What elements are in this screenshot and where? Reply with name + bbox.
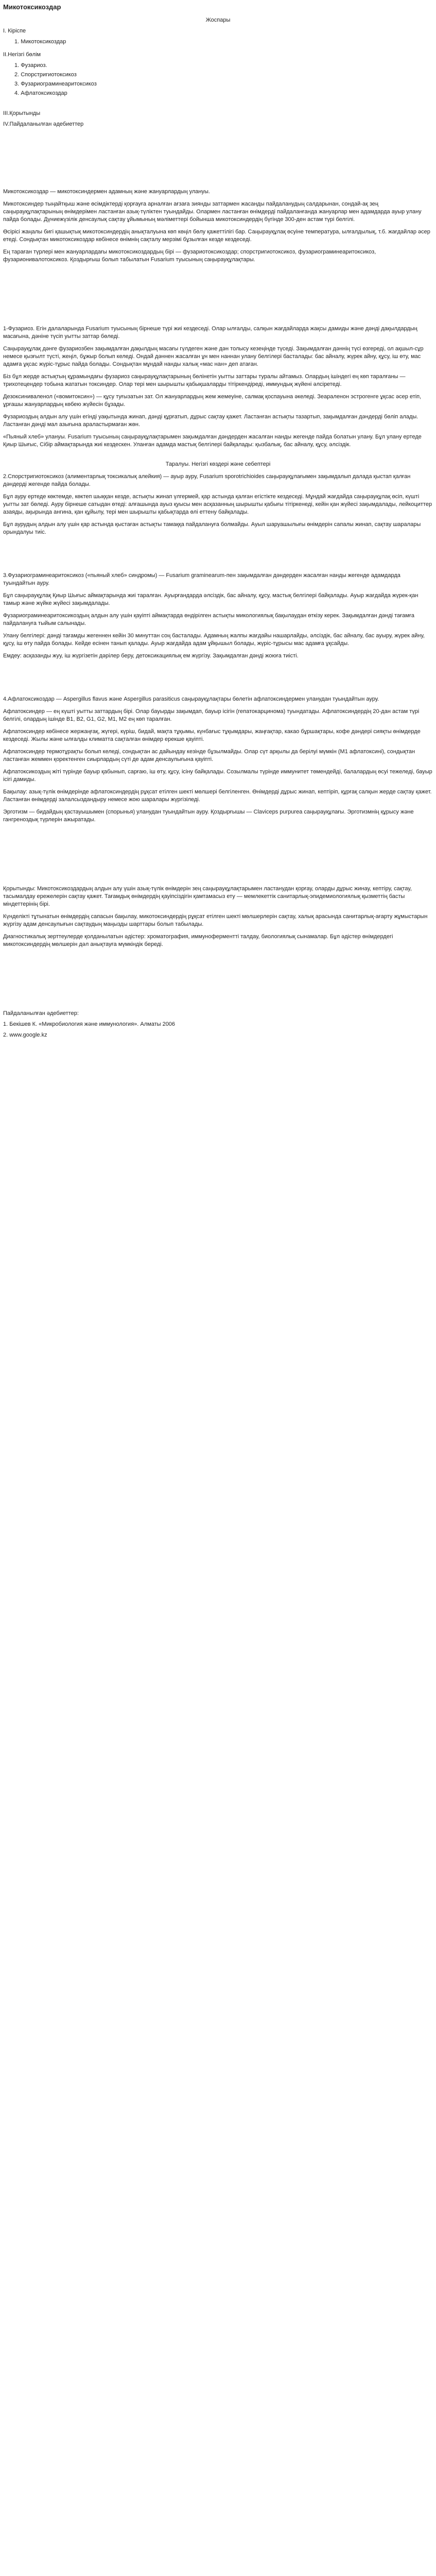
section-paragraph: 2.Спорстригиотоксикоз (алиментарлық токсикалық алейкия) — ауыр ауру, Fusarium sporotrichioides саңырауқұлағымен зақымдалып далада қыстап қалған дәндерді жегенде пайда болады. (3, 473, 411, 487)
toc-heading: Жоспары (205, 17, 231, 23)
conclusion-section (3, 885, 433, 948)
section-3 (3, 572, 433, 660)
section-heading: Таралуы. Негізгі көздері және себептері (165, 461, 271, 467)
references-section (3, 1010, 433, 1039)
reference-item: 2. www.google.kz (3, 1032, 47, 1038)
section-4 (3, 696, 433, 824)
body-paragraph: Саңырауқұлақ дәнге фузариозбен зақымдалған дақылдың масағы гүлдеген және дән толысу кезеңінде түседі. Зақымдалған дәннің түсі өзгереді, ол ақшыл-сұр немесе қызғылт түсті, жеңіл, бұжыр болып келеді. Ондай дәннен жасалған ұн мен наннан улану белгілері басталады: бас айналу, жүрек айну, құсу, іш өту, мас адамға ұқсас жүріс-тұрыс пайда болады. Сондықтан мұндай нанды халық «мас нан» деп атаған. (3, 346, 424, 367)
toc-main: II.Негізгі бөлім (3, 52, 41, 58)
section-paragraph: Фузариограминеаритоксикоздың алдын алу үшін қауіпті аймақтарда өндірілген астықты микологиялық бақылаудан өткізу керек. Зақымдалған дәнді тағамға пайдалануға тыйым салынады. (3, 613, 414, 626)
intro-section (3, 188, 433, 264)
toc-references: IV.Пайдаланылған әдебиеттер (3, 121, 84, 127)
section-2 (3, 461, 433, 536)
toc-main-item: 4. Афлатоксикоздар (14, 90, 67, 96)
conclusion-paragraph: Күнделікті тұтынатын өнімдердің сапасын бақылау, микотоксиндердің рұқсат етілген шекті мөлшерлерін сақтау, халық арасында санитарлық-ағарту жұмыстарын жүргізу адам денсаулығын сақтаудың маңызды шарттары болып табылады. (3, 913, 428, 927)
section-paragraph: Афлатоксиндер — ең күшті уытты заттардың бірі. Олар бауырды зақымдап, бауыр ісігін (гепатокарцинома) туындатады. Афлатоксиндердің 20-дан астам түрі белгілі, олардың ішінде B1, B2, G1, G2, M1, M2 ең көп таралған. (3, 708, 420, 722)
section-paragraph: Бақылау: азық-түлік өнімдерінде афлатоксиндердің рұқсат етілген шекті мөлшері белгіленген. Өнімдерді дұрыс жинап, кептіріп, құрғақ салқын жерде сақтау қажет. Ластанған өнімдерді залалсыздандыру немесе жою шаралары жүргізіледі. (3, 789, 432, 803)
toc-main-item: 2. Спорстригиотоксикоз (14, 72, 77, 78)
intro-paragraph: Өсірісі жаңалы бигі қашықтық микотоксиндердің анықталуына көп көңіл бөлу қажеттілігі бар. Саңырауқұлақ өсуіне температура, ылғалдылық, т.б. жағдайлар әсер етеді. Сондықтан микотоксикоздар көбінесе өнімнің сақталу мерзімі бұзылған кезде кездеседі. (3, 229, 430, 243)
intro-paragraph: Микотоксикоздар — микотоксиндермен адамның және жануарлардың улануы. (3, 189, 210, 195)
section-paragraph: Афлатоксиндер термотұрақты болып келеді, сондықтан ас дайындау кезінде бұзылмайды. Олар сүт арқылы да берілуі мүмкін (M1 афлатоксині), сондықтан ластанған жеммен қоректенген сиырлардың сүті де адам денсаулығына қауіпті. (3, 749, 415, 762)
section-paragraph: Улану белгілері: дәнді тағамды жегеннен кейін 30 минуттан соң басталады. Адамның жалпы жағдайы нашарлайды, әлсіздік, бас айналу, бас ауыру, жүрек айну, құсу, іш өту пайда болады. Кейде есінен танып қалады. Ауыр жағдайда адам ұйқышыл болады, жүріс-тұрысы мас адамға ұқсайды. (3, 633, 425, 647)
references-heading: Пайдаланылған әдебиеттер: (3, 1010, 79, 1016)
body-paragraph: Дезоксиниваленол («вомитоксин») — құсу туғызатын зат. Ол жануарлардың жем жемеуіне, салмақ қоспауына әкеледі. Зеараленон эстрогенге ұқсас әсер етіп, ұрғашы жануарлардың көбею жүйесін бұзады. (3, 394, 422, 408)
document-title: Микотоксикоздар (3, 3, 61, 11)
section-paragraph: Бұл саңырауқұлақ Қиыр Шығыс аймақтарында жиі таралған. Ауырғандарда әлсіздік, бас айналу, құсу, мастық белгілері байқалады. Ауыр жағдайда жүрек-қан тамыр және жүйке жүйесі зақымдалады. (3, 592, 418, 606)
toc-intro: I. Кіріспе (3, 28, 26, 34)
toc-intro-list (14, 38, 433, 46)
body-section (3, 325, 433, 449)
section-paragraph: Бұл аурудың алдын алу үшін қар астында қыстаған астықты тамаққа пайдалануға болмайды. Ауыл шаруашылығы өнімдерін сапалы жинап, сақтау шаралары орындалуы тиіс. (3, 521, 421, 535)
body-paragraph: 1-Фузариоз. Егін далаларында Fusarium туысының бірнеше түрі жиі кездеседі. Олар ылғалды, салқын жағдайларда жақсы дамиды және дәнді дақылдардың масағына, дәніне түсіп уытты заттар бөледі. (3, 326, 417, 340)
body-paragraph: Біз бұл жерде астықтың құрамындағы фузариоз саңырауқұлақтарының бөлінетін уытты заттары туралы айтамыз. Олардың ішіндегі ең көп таралғаны — трихотецендер тобына жататын токсиндер. Олар тері мен шырышты қабықшаларды тітіркендіреді, иммундық жүйені әлсіретеді. (3, 374, 406, 387)
reference-item: 1. Бекішев К. «Микробиология және иммунология». Алматы 2006 (3, 1021, 176, 1027)
conclusion-paragraph: Диагностикалық зерттеулерде қолданылатын әдістер: хроматография, иммуноферментті талдау, биологиялық сынамалар. Бұл әдістер өнімдердегі микотоксиндердің мөлшерін дәл анықтауға мүмкіндік береді. (3, 934, 393, 947)
section-paragraph: Афлатоксиндер көбінесе жержаңғақ, жүгері, күріш, бидай, мақта тұқымы, күнбағыс тұқымдары, жаңғақтар, какао бұршақтары, кофе дәндері сияқты өнімдерде кездеседі. Жылы және ылғалды климатта сақталған өнімдер ерекше қауіпті. (3, 728, 421, 742)
body-paragraph: Фузариоздың алдын алу үшін егінді уақытында жинап, дәнді құрғатып, дұрыс сақтау қажет. Ластанған астықты тазартып, зақымдалған дәндерді бөліп алады. Ластанған дәнді мал азығына араластырмаған жөн. (3, 414, 418, 428)
section-paragraph: Бұл ауру ертеде көктемде, көктеп шыққан кезде, астықты жинап үлгермей, қар астында қалған егістікте кездеседі. Мұндай жағдайда саңырауқұлақ өсіп, күшті уытты зат бөледі. Ауру бірнеше сатыдан өтеді: алғашында ауыз қуысы мен асқазанның шырышты қабығы тітіркенеді, кейін қан жүйесі зақымдалады, лейкоциттер азаяды, ақырында ангина, қан құйылу, тері мен шырышты қабықтарда өлі еттену байқалады. (3, 494, 432, 515)
section-paragraph: Емдеу: асқазанды жуу, іш жүргізетін дәрілер беру, детоксикациялық ем жүргізу. Зақымдалған дәнді жоюға тиісті. (3, 653, 299, 659)
toc-main-list (14, 62, 433, 97)
intro-paragraph: Ең тараған түрлері мен жануарлардағы микотоксикоздардың бірі — фузариотоксикоздар; спорстригиотоксикоз, фузариограминеаритоксикоз, фузарионивалотоксикоз. Қоздырғыш болып табылатын Fusarium туысының саңырауқұлақтары. (3, 249, 376, 263)
toc-conclusion: III.Қорытынды (3, 110, 41, 116)
conclusion-paragraph: Қорытынды: Микотоксикоздардың алдын алу үшін азық-түлік өнімдерін зең саңырауқұлақтарымен ластанудан қорғау, оларды дұрыс жинау, кептіру, сақтау, тасымалдау ережелерін сақтау қажет. Тағамдық өнімдердің қауіпсіздігін қамтамасыз ету — мемлекеттік санитарлық-эпидемиологиялық қызметтің басты міндеттерінің бірі. (3, 886, 412, 907)
section-paragraph: Эрготизм — бидайдың қастауышымен (спорынья) уланудан туындайтын ауру. Қоздырғышы — Claviceps purpurea саңырауқұлағы. Эрготизмнің құрысу және гангреноздық түрлерін ажыратады. (3, 809, 414, 823)
section-paragraph: Афлатоксикоздың жіті түрінде бауыр қабынып, сарғаю, іш өту, құсу, ісіну байқалады. Созылмалы түрінде иммунитет төмендейді, балалардың өсуі тежеледі, бауыр ісігі дамиды. (3, 769, 432, 783)
table-of-contents (3, 16, 433, 128)
section-paragraph: 3.Фузариограминеаритоксикоз («пьяный хлеб» синдромы) — Fusarium graminearum-пен зақымдалған дәндерден жасалған нанды жегенде адамдарда туындайтын ауру. (3, 572, 400, 586)
body-paragraph: «Пьяный хлеб» улануы. Fusarium туысының саңырауқұлақтарымен зақымдалған дәндерден жасалған нанды жегенде пайда болатын улану. Бұл улану ертеде Қиыр Шығыс, Сібір аймақтарында жиі кездескен. Уланған адамда мастық белгілері байқалады: қызбалық, бас айналу, құсу, әлсіздік. (3, 434, 422, 448)
intro-paragraph: Микотоксиндер тыңайтқыш және өсімдіктерді қорғауға арналған ағзаға зиянды заттармен жасанды пайдаланудың салдарынан, сондай-ақ зең саңырауқұлақтарының өнімдерімен ластанған азық-түліктен туындайды. Олармен ластанған өнімдерді пайдаланғанда жануарлар мен адамдарда ауыр улану пайда болады. Дүниежүзілік денсаулық сақтау ұйымының мәліметтері бойынша микотоксиндердің бүгінде 300-ден астам түрі белгілі. (3, 201, 422, 223)
toc-main-item: 3. Фузариограминеаритоксикоз (14, 81, 97, 87)
toc-main-item: 1. Фузариоз. (14, 62, 47, 69)
section-paragraph: 4.Афлатоксикоздар — Aspergillus flavus және Aspergillus parasiticus саңырауқұлақтары бөлетін афлатоксиндермен уланудан туындайтын ауру. (3, 696, 379, 702)
toc-intro-item: 1. Микотоксикоздар (14, 39, 66, 45)
document-page (0, 0, 436, 1058)
